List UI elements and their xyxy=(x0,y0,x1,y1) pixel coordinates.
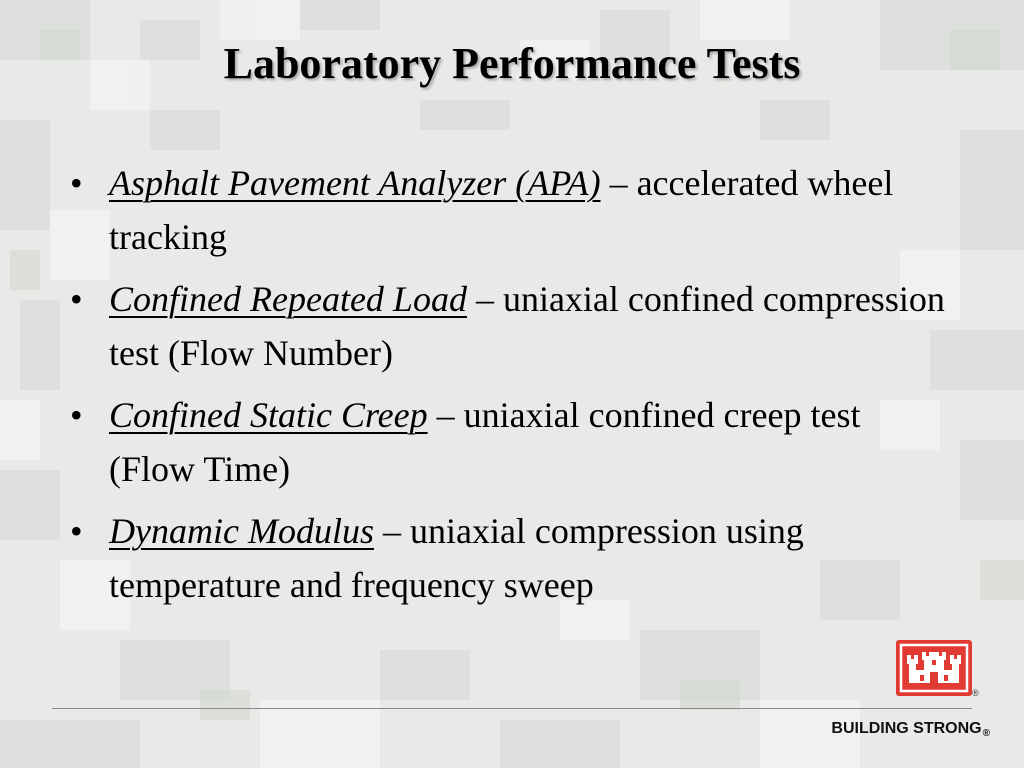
bullet-term: Confined Static Creep xyxy=(109,395,428,435)
bullet-dot: • xyxy=(70,279,83,319)
footer-tagline xyxy=(831,720,990,739)
bullet-term: Confined Repeated Load xyxy=(109,279,467,319)
bullet-description: – uniaxial confined compression test (Flow Number) xyxy=(109,279,945,373)
bullet-item xyxy=(70,272,950,380)
tagline-registered-mark: ® xyxy=(982,728,990,739)
logo-registered-mark: ® xyxy=(972,688,979,698)
slide-title: Laboratory Performance Tests xyxy=(223,39,801,88)
bullet-list xyxy=(70,156,950,620)
bullet-item xyxy=(70,388,950,496)
bullet-dot: • xyxy=(70,163,83,203)
footer-divider xyxy=(52,708,972,709)
bullet-term: Asphalt Pavement Analyzer (APA) xyxy=(109,163,601,203)
bullet-term: Dynamic Modulus xyxy=(109,511,374,551)
bullet-dot: • xyxy=(70,395,83,435)
bullet-description: – uniaxial compression using temperature and frequency sweep xyxy=(109,511,804,605)
bullet-dot: • xyxy=(70,511,83,551)
tagline-text: BUILDING STRONG xyxy=(831,720,982,737)
bullet-item xyxy=(70,156,950,264)
bullet-description: – uniaxial confined creep test (Flow Time) xyxy=(109,395,861,489)
bullet-item xyxy=(70,504,950,612)
castle-icon xyxy=(896,640,972,696)
bullet-description: – accelerated wheel tracking xyxy=(109,163,894,257)
